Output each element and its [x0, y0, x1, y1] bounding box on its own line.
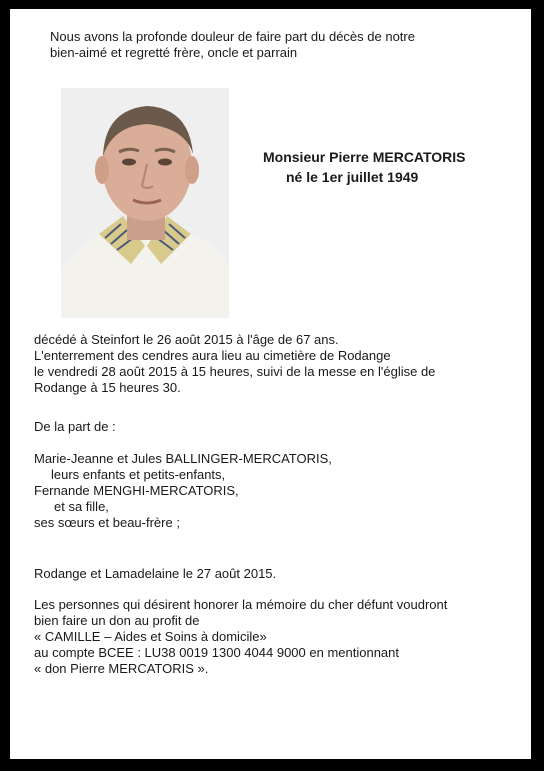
- death-line-2: L'enterrement des cendres aura lieu au cimetière de Rodange: [34, 348, 391, 363]
- family-line-3: Fernande MENGHI-MERCATORIS,: [34, 483, 239, 498]
- place-date: Rodange et Lamadelaine le 27 août 2015.: [34, 566, 277, 581]
- donation-line-2: bien faire un don au profit de: [34, 613, 200, 628]
- deceased-name-block: [263, 147, 523, 187]
- announcement-intro: [50, 29, 480, 61]
- deceased-name: Monsieur Pierre MERCATORIS: [263, 149, 466, 165]
- birth-date: né le 1er juillet 1949: [286, 169, 419, 185]
- family-list: [34, 451, 504, 531]
- obituary-page: [10, 9, 531, 759]
- death-line-4: Rodange à 15 heures 30.: [34, 380, 181, 395]
- donation-line-5: « don Pierre MERCATORIS ».: [34, 661, 209, 676]
- family-line-4: et sa fille,: [54, 499, 109, 514]
- donation-line-3: « CAMILLE – Aides et Soins à domicile»: [34, 629, 267, 644]
- family-heading: De la part de :: [34, 419, 116, 434]
- death-line-1: décédé à Steinfort le 26 août 2015 à l'âge de 67 ans.: [34, 332, 339, 347]
- donation-notice: [34, 597, 504, 677]
- family-line-1: Marie-Jeanne et Jules BALLINGER-MERCATORIS,: [34, 451, 332, 466]
- donation-line-4: au compte BCEE : LU38 0019 1300 4044 9000 en mentionnant: [34, 645, 399, 660]
- donation-line-1: Les personnes qui désirent honorer la mémoire du cher défunt voudront: [34, 597, 448, 612]
- death-details: [34, 332, 504, 396]
- death-line-3: le vendredi 28 août 2015 à 15 heures, suivi de la messe en l'église de: [34, 364, 436, 379]
- portrait-photo: [61, 88, 229, 318]
- portrait-illustration: [61, 88, 229, 318]
- intro-line-1: Nous avons la profonde douleur de faire part du décès de notre: [50, 29, 415, 44]
- family-line-2: leurs enfants et petits-enfants,: [51, 467, 226, 482]
- intro-line-2: bien-aimé et regretté frère, oncle et parrain: [50, 45, 298, 60]
- family-line-5: ses sœurs et beau-frère ;: [34, 515, 180, 530]
